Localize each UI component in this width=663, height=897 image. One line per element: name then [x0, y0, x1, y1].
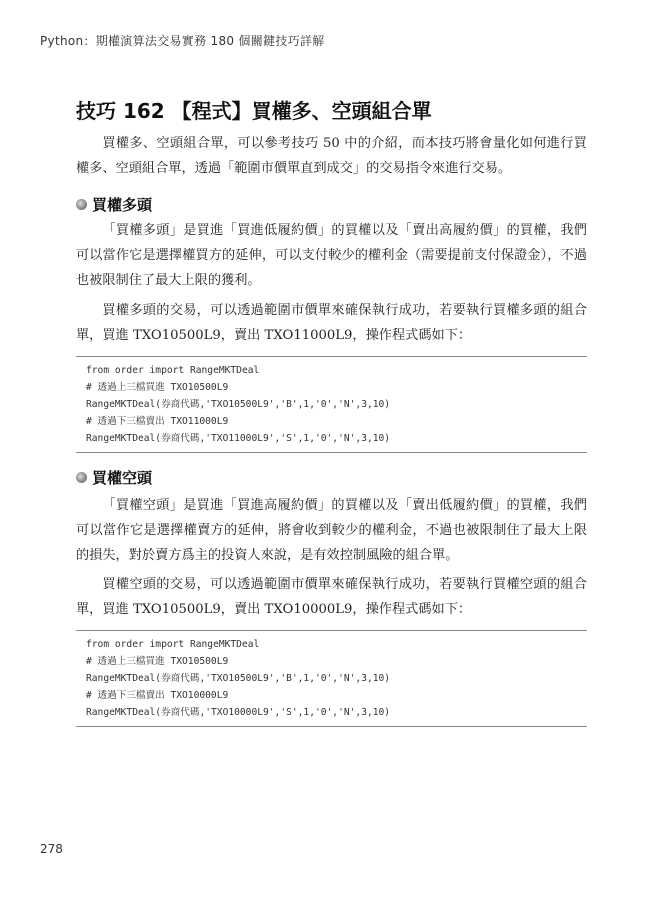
code-line: RangeMKTDeal(券商代碼,'TXO10000L9','S',1,'0','N',3,10) — [86, 707, 391, 718]
code-block-bear-call — [76, 630, 587, 727]
page-number: 278 — [40, 842, 63, 856]
section-heading-text: 買權空頭 — [92, 469, 153, 487]
code-line: # 透過下三檔賣出 TXO11000L9 — [86, 416, 229, 427]
code-line: # 透過上三檔買進 TXO10500L9 — [86, 656, 229, 667]
section-heading-bull-call — [76, 194, 152, 215]
code-line: from order import RangeMKTDeal — [86, 365, 260, 376]
section-heading-bear-call — [76, 467, 152, 488]
code-line: RangeMKTDeal(券商代碼,'TXO10500L9','B',1,'0','N',3,10) — [86, 399, 391, 410]
running-header: Python：期權演算法交易實務 180 個關鍵技巧詳解 — [40, 34, 325, 48]
bear-call-paragraph-1: 「買權空頭」是買進「買進高履約價」的買權以及「賣出低履約價」的買權，我們可以當作它是選擇權賣方的延伸，將會收到較少的權利金，不過也被限制住了最大上限的損失，對於賣方爲主的投資人來說，是有效控制風險的組合單。 — [76, 498, 587, 563]
code-line: from order import RangeMKTDeal — [86, 639, 260, 650]
section-heading-text: 買權多頭 — [92, 196, 153, 214]
code-line: RangeMKTDeal(券商代碼,'TXO11000L9','S',1,'0','N',3,10) — [86, 433, 391, 444]
page-title: 技巧 162 【程式】買權多、空頭組合單 — [76, 99, 432, 123]
code-line: # 透過下三檔賣出 TXO10000L9 — [86, 690, 229, 701]
bear-call-paragraph-2: 買權空頭的交易，可以透過範圍市價單來確保執行成功，若要執行買權空頭的組合單，買進 TXO10500L9，賣出 TXO10000L9，操作程式碼如下： — [76, 577, 587, 617]
code-block-bull-call — [76, 356, 587, 453]
code-line: RangeMKTDeal(券商代碼,'TXO10500L9','B',1,'0','N',3,10) — [86, 673, 391, 684]
bull-call-paragraph-2: 買權多頭的交易，可以透過範圍市價單來確保執行成功，若要執行買權多頭的組合單，買進 TXO10500L9，賣出 TXO11000L9，操作程式碼如下： — [76, 303, 587, 343]
bull-call-paragraph-1: 「買權多頭」是買進「買進低履約價」的買權以及「賣出高履約價」的買權，我們可以當作它是選擇權買方的延伸，可以支付較少的權利金（需要提前支付保證金），不過也被限制住了最大上限的獲利。 — [76, 223, 587, 288]
intro-paragraph: 買權多、空頭組合單，可以參考技巧 50 中的介紹，而本技巧將會量化如何進行買權多、空頭組合單，透過「範圍市價單直到成交」的交易指令來進行交易。 — [76, 136, 587, 176]
code-line: # 透過上三檔買進 TXO10500L9 — [86, 382, 229, 393]
bullet-icon — [76, 472, 87, 483]
bullet-icon — [76, 199, 87, 210]
